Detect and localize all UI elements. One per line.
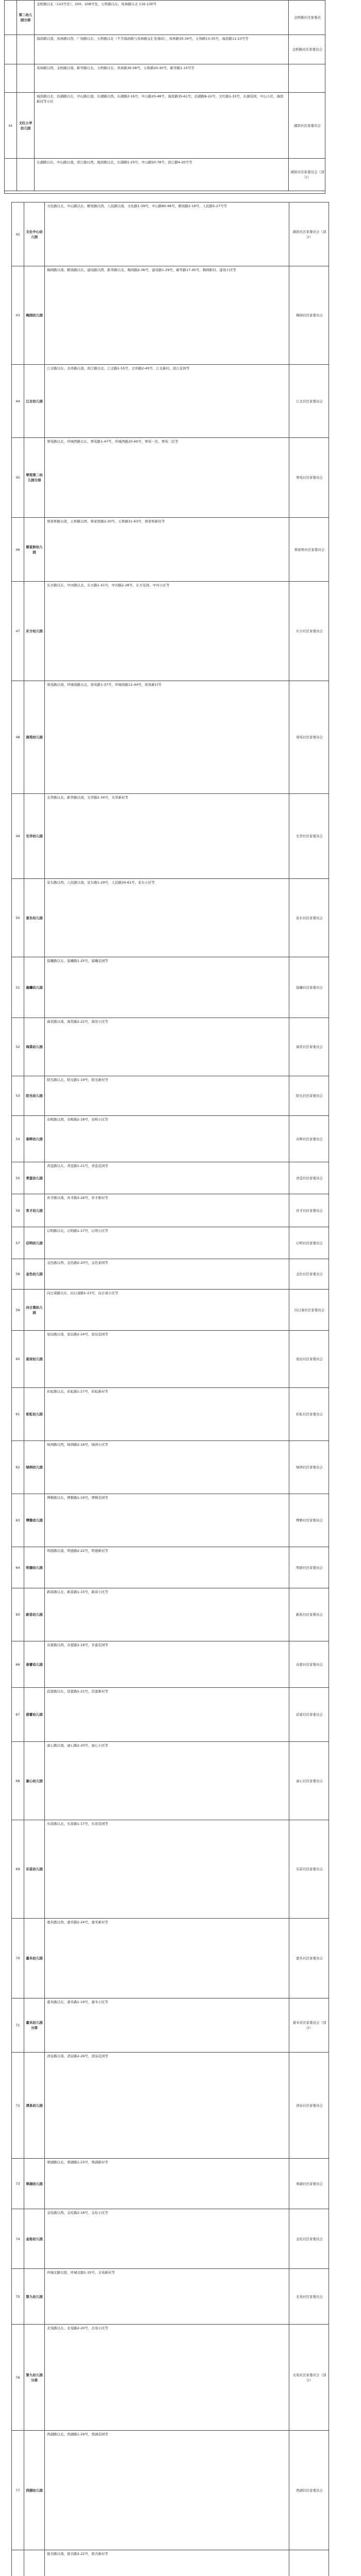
block2-row bbox=[12, 1588, 329, 1641]
service-area-text: 晨曦路以东，晨曦路1-25号，晨曦花园等 bbox=[45, 957, 289, 1018]
school-name: 文红小学幼儿园 bbox=[17, 93, 35, 158]
note-text bbox=[289, 64, 326, 92]
note-text: 乐苗社区家委员会 bbox=[296, 1867, 323, 1871]
note-text: 湖滨社区家委员会 bbox=[294, 123, 321, 128]
block1-row bbox=[5, 159, 325, 191]
service-area-text: 银杏路以南，银杏路2-22号，银杏新村等 bbox=[45, 2550, 289, 2576]
row-number: 45 bbox=[12, 438, 24, 517]
school-name: 向日葵幼儿园 bbox=[24, 1290, 45, 1330]
row-number: 71 bbox=[12, 1998, 24, 2052]
row-number: 47 bbox=[12, 582, 24, 681]
row-number: 66 bbox=[12, 1641, 24, 1687]
block2-row bbox=[12, 2159, 329, 2209]
block2-row bbox=[12, 518, 329, 582]
service-area-text: 南苑路以南，环城南路以北，南苑路1-37号，环城南路12-44号，南苑新村等 bbox=[45, 681, 289, 793]
block2-row bbox=[12, 365, 329, 438]
row-number: 57 bbox=[12, 1227, 24, 1259]
school-name bbox=[17, 64, 35, 92]
block2-row bbox=[12, 879, 329, 957]
note-text: 博雅社区家委员会 bbox=[296, 1518, 323, 1522]
row-number: 48 bbox=[12, 681, 24, 793]
school-name: 江北幼儿园 bbox=[24, 365, 45, 437]
note-text: 育才社区家委员会 bbox=[296, 1208, 323, 1213]
row-number: 59 bbox=[12, 1290, 24, 1330]
note-text: 北苑社区家委员会 bbox=[296, 2294, 323, 2299]
block2-row bbox=[12, 681, 329, 794]
row-number: 65 bbox=[12, 1588, 24, 1641]
block2-row bbox=[12, 1998, 329, 2053]
row-number: 61 bbox=[12, 1388, 24, 1440]
block2-row bbox=[12, 1331, 329, 1388]
row-number bbox=[5, 1, 17, 35]
school-name: 东方幼儿园 bbox=[24, 582, 45, 681]
service-area-text: 翠湖路以北，翠湖路1-23号，翠湖新村等 bbox=[45, 2159, 289, 2209]
service-area-text: 海棠路以南，海棠路2-22号，海棠小区等 bbox=[45, 1018, 289, 1076]
note-text: 清泉社区家委员会 bbox=[296, 2103, 323, 2108]
row-number: 69 bbox=[12, 1820, 24, 1918]
service-area-text: 青蓝路以东，青蓝路1-21号，青蓝花园等 bbox=[45, 1162, 289, 1194]
block2-row bbox=[12, 1919, 329, 1998]
block2-row bbox=[12, 2053, 329, 2159]
service-area-text: 绿洲路以西，绿洲路2-16号，绿洲小区等 bbox=[45, 1441, 289, 1494]
school-name: 景东幼儿园 bbox=[24, 879, 45, 957]
service-area-text: 蓓蕾路以东，蓓蕾路1-21号，蓓蕾新村等 bbox=[45, 1688, 289, 1741]
service-area-text: 江北路以东，北环路以南，滨江路以北，江北路1-55号，北环路2-40号，江北新村、滨江花园等 bbox=[45, 365, 289, 437]
block2-row bbox=[12, 1441, 329, 1494]
block2-row bbox=[12, 1688, 329, 1742]
row-number: 41 bbox=[5, 93, 17, 158]
block2-row bbox=[12, 1290, 329, 1331]
service-area-text: 童心路以南，童心路2-20号，童心小区等 bbox=[45, 1742, 289, 1820]
row-number: 42 bbox=[12, 202, 24, 266]
school-name: 翠苑第二幼儿园分部 bbox=[24, 438, 45, 517]
service-area-text: 环城北路以南，环城北路1-35号，北苑新村等 bbox=[45, 2269, 289, 2324]
note-text: 蓓蕾社区家委员会 bbox=[296, 1713, 323, 1717]
block2-row bbox=[12, 2209, 329, 2269]
row-number: 55 bbox=[12, 1162, 24, 1194]
block2-row bbox=[12, 2325, 329, 2431]
school-name: 乐苗幼儿园 bbox=[24, 1820, 45, 1918]
block2-row bbox=[12, 1388, 329, 1441]
school-name: 金色幼儿园 bbox=[24, 1259, 45, 1289]
note-text: 启明社区家委员会 bbox=[296, 1241, 323, 1245]
service-area-text: 蔡家桥路以南，五桥路以西，蔡家桥路2-30号，五桥路31-63号，蔡家桥新村等 bbox=[45, 518, 289, 581]
row-number: 62 bbox=[12, 1441, 24, 1494]
note-text: 绿洲社区家委员会 bbox=[296, 1465, 323, 1469]
school-name: 西湖幼儿园 bbox=[24, 2431, 45, 2550]
row-number: 56 bbox=[12, 1194, 24, 1227]
block2-row bbox=[12, 266, 329, 365]
block2-row bbox=[12, 1820, 329, 1919]
service-area-text: 明德路以南，明德路2-22号，明德新村等 bbox=[45, 1547, 289, 1588]
service-area-text: 育才路以南，育才路2-26号，育才新村等 bbox=[45, 1194, 289, 1227]
school-name: 博雅幼儿园 bbox=[24, 1494, 45, 1547]
service-area-text: 嘉禾路以东，嘉禾路1-19号，嘉禾小区等 bbox=[45, 1998, 289, 2052]
block2-row bbox=[12, 1259, 329, 1290]
block2-row bbox=[12, 1194, 329, 1227]
row-number: 63 bbox=[12, 1494, 24, 1547]
service-area-text: 北苑路以东，北苑路2-20号，北苑小区等 bbox=[45, 2325, 289, 2430]
school-name: 星辰幼儿园 bbox=[24, 1331, 45, 1387]
block2-row bbox=[12, 1641, 329, 1688]
row-number bbox=[5, 159, 17, 191]
note-text: 春晖社区家委员会 bbox=[296, 1137, 323, 1141]
service-area-text: 春晖路以西，春晖路2-18号，春晖小区等 bbox=[45, 1116, 289, 1162]
service-area-text: 启明路以北，启明路1-17号，启明小区等 bbox=[45, 1227, 289, 1259]
school-name: 第九幼儿园分部 bbox=[24, 2325, 45, 2430]
note-text: 江北社区家委员会 bbox=[296, 399, 323, 403]
service-area-text: 阳光路以北，阳光路1-19号，阳光新村等 bbox=[45, 1076, 289, 1115]
row-number: 77 bbox=[12, 2431, 24, 2550]
service-area-text: 金桂路以西，金桂路2-18号，金桂小区等 bbox=[45, 2209, 289, 2268]
school-name: 文化中心幼儿园 bbox=[24, 202, 45, 266]
note-text: 阳光社区家委员会 bbox=[296, 1094, 323, 1098]
note-text: 金桂社区家委员会 bbox=[296, 2236, 323, 2241]
block2-row bbox=[12, 1547, 329, 1588]
school-name: 阳光幼儿园 bbox=[24, 1076, 45, 1115]
service-area-text: 向日葵路以东，向日葵路1-23号，向日葵小区等 bbox=[45, 1290, 289, 1330]
school-name: 光华幼儿园 bbox=[24, 794, 45, 878]
note-text: 青蓝社区家委员会 bbox=[296, 1176, 323, 1180]
school-name: 彩虹幼儿园 bbox=[24, 1388, 45, 1440]
row-number bbox=[5, 64, 17, 92]
note-text: 彩虹社区家委员会 bbox=[296, 1412, 323, 1416]
service-area-text: 海滨路以北，沿湖路以东，中山路以南，东湖路以西，东湖路2-16号，中山路20-48号，海滨路35-61号，沿湖路8-22号，文红路1-33号，东湖花园、中山小区、海滨新村等小区 bbox=[35, 93, 289, 158]
note-text: 东方社区家委员会 bbox=[296, 629, 323, 633]
row-number: 50 bbox=[12, 879, 24, 957]
block1-row bbox=[5, 93, 325, 159]
school-name: 明德幼儿园 bbox=[24, 1547, 45, 1588]
block2-row bbox=[12, 957, 329, 1018]
service-area-text: 春蕾路以西，春蕾路2-18号，春蕾花园等 bbox=[45, 1641, 289, 1687]
row-number: 73 bbox=[12, 2159, 24, 2209]
school-name: 绿洲幼儿园 bbox=[24, 1441, 45, 1494]
note-text: 翠湖社区家委员会 bbox=[296, 2181, 323, 2186]
school-name: 嘉禾幼儿园分部 bbox=[24, 1998, 45, 2052]
note-text: 嘉禾社区家委员会 bbox=[296, 1956, 323, 1960]
note-text: 景东社区家委员会 bbox=[296, 916, 323, 920]
row-number: 43 bbox=[12, 266, 24, 364]
service-area-text: 光华路以北，新华路以南，光华路2-34号，光华新村等 bbox=[45, 794, 289, 878]
school-name: 蔡家桥幼儿园 bbox=[24, 518, 45, 581]
block2-row bbox=[12, 1162, 329, 1194]
school-name: 童心幼儿园 bbox=[24, 1742, 45, 1820]
note-text: 嘉禾社区家委员会（部分） bbox=[292, 2021, 326, 2030]
service-area-text: 梅园路以南、解放路以东、建设路以西、新华路以北，梅园路2-36号，建设路1-29号，新华路17-45号，梅园新村、建设小区等 bbox=[45, 266, 289, 364]
block2-row bbox=[12, 2431, 329, 2550]
row-number: 46 bbox=[12, 518, 24, 581]
note-text: 新苗社区家委员会 bbox=[296, 1613, 323, 1617]
school-name: 蓓蕾幼儿园 bbox=[24, 1688, 45, 1741]
service-area-text: 凤林路以西，金桥路以南，新华路以北，五桥路以东，凤林路36-58号，五桥路20-30号，新华路1-15号等 bbox=[35, 64, 289, 92]
service-area-text: 清泉路以南，清泉路2-26号，清泉花园等 bbox=[45, 2053, 289, 2158]
enrollment-table-part1 bbox=[4, 0, 325, 194]
block1-row bbox=[5, 64, 325, 93]
note-text: 童心社区家委员会 bbox=[296, 1778, 323, 1783]
block2-row bbox=[12, 582, 329, 681]
service-area-text: 彩虹路以北，彩虹路1-27号，彩虹新村等 bbox=[45, 1388, 289, 1440]
school-name: 清泉幼儿园 bbox=[24, 2053, 45, 2158]
row-number: 51 bbox=[12, 957, 24, 1018]
note-text: 星辰社区家委员会 bbox=[296, 1357, 323, 1361]
service-area-text: 东方路以东，中河路以北，东方路1-41号，中河路2-28号，东方花园、中河小区等 bbox=[45, 582, 289, 681]
row-number: 67 bbox=[12, 1688, 24, 1741]
school-name: 晨曦幼儿园 bbox=[24, 957, 45, 1018]
school-name: 南苑幼儿园 bbox=[24, 681, 45, 793]
block2-row bbox=[12, 438, 329, 518]
school-name: 春晖幼儿园 bbox=[24, 1116, 45, 1162]
school-name bbox=[17, 35, 35, 64]
note-text: 翠苑社区家委员会 bbox=[296, 476, 323, 480]
note-text: 向日葵社区家委员会 bbox=[294, 1308, 325, 1312]
note-text: 明德社区家委员会 bbox=[296, 1565, 323, 1570]
service-area-text: 文化路以北、中山路以东、解放路以西、人民路以南，文化路1-39号，中山路80-96号，解放路2-18号，人民路5-27号等 bbox=[45, 202, 289, 266]
row-number: 52 bbox=[12, 1018, 24, 1076]
school-name bbox=[24, 2550, 45, 2576]
row-number: 64 bbox=[12, 1547, 24, 1588]
block2-row bbox=[12, 202, 329, 266]
service-area-text: 西湖路以北，西湖路1-29号，西湖花园等 bbox=[45, 2431, 289, 2550]
service-area-text: 乐苗路以北，乐苗路1-17号，乐苗花园等 bbox=[45, 1820, 289, 1918]
block2-row bbox=[12, 1494, 329, 1547]
row-number: 58 bbox=[12, 1259, 24, 1289]
service-area-text: 翠苑路以北，环城西路以东，翠苑路1-47号，环城西路20-60号，翠苑一区、翠苑二区等 bbox=[45, 438, 289, 517]
note-text bbox=[289, 2550, 330, 2576]
school-name: 青蓝幼儿园 bbox=[24, 1162, 45, 1194]
note-text: 春蕾社区家委员会 bbox=[296, 1662, 323, 1667]
service-area-text: 金桥路以北（123号至），200、208号至，五桥路以东、凤林路以北 116-130号 bbox=[35, 1, 289, 35]
school-name: 新苗幼儿园 bbox=[24, 1588, 45, 1641]
service-area-text: 博雅路以东，博雅路1-19号，博雅花园等 bbox=[45, 1494, 289, 1547]
row-number: 68 bbox=[12, 1742, 24, 1820]
row-number: 75 bbox=[12, 2269, 24, 2324]
block2-row bbox=[12, 794, 329, 879]
school-name: 翠湖幼儿园 bbox=[24, 2159, 45, 2209]
row-number bbox=[5, 35, 17, 64]
enrollment-table-part2 bbox=[11, 202, 329, 2576]
school-name bbox=[17, 159, 35, 191]
note-text: 湖滨社区家委员会（部分） bbox=[290, 170, 324, 179]
note-text: 西湖社区家委员会 bbox=[296, 2488, 323, 2493]
block2-row bbox=[12, 1742, 329, 1820]
row-number: 76 bbox=[12, 2325, 24, 2430]
service-area-text: 新苗路以北，新苗路1-15号，新苗小区等 bbox=[45, 1588, 289, 1641]
row-number: 72 bbox=[12, 2053, 24, 2158]
block1-row bbox=[5, 35, 325, 64]
block1-row bbox=[5, 1, 325, 35]
row-number: 54 bbox=[12, 1116, 24, 1162]
note-text: 金色社区家委员会 bbox=[296, 1272, 323, 1276]
service-area-text: 东湖路以东，中山路以南，滨江路以西，海滨路以北，东湖路1-25号，中山路50-78号，滨江路4-20号等 bbox=[35, 159, 289, 191]
row-number: 53 bbox=[12, 1076, 24, 1115]
note-text: 北苑社区家委员会（部分） bbox=[292, 2372, 326, 2382]
school-name: 海棠幼儿园 bbox=[24, 1018, 45, 1076]
service-area-text: 金色路以西，金色路2-20号，金色家园等 bbox=[45, 1259, 289, 1289]
block2-row bbox=[12, 1076, 329, 1116]
row-number: 49 bbox=[12, 794, 24, 878]
school-name: 梅园幼儿园 bbox=[24, 266, 45, 364]
row-number: 70 bbox=[12, 1919, 24, 1998]
block2-row bbox=[12, 2269, 329, 2325]
service-area-text: 景东路以西，人民路以南，景东路1-29号，人民路29-61号，景东小区等 bbox=[45, 879, 289, 957]
block2-row bbox=[12, 1116, 329, 1162]
block2-row bbox=[12, 1018, 329, 1076]
block2-row bbox=[12, 2550, 329, 2576]
service-area-text: 海滨路以南，凤林路以西，广场路以东，五桥路以北（不含海滨路与凤林路交汇处地块），凤林路30-34号，五林路13-35号，海滨路11-23号等 bbox=[35, 35, 289, 64]
school-name: 启明幼儿园 bbox=[24, 1227, 45, 1259]
note-text: 晨曦社区家委员会 bbox=[296, 985, 323, 990]
row-number: 44 bbox=[12, 365, 24, 437]
service-area-text: 星辰路以南，星辰路2-24号，星辰花园等 bbox=[45, 1331, 289, 1387]
note-text: 金桥路社区家委员 bbox=[294, 15, 321, 20]
block2-row bbox=[12, 1227, 329, 1259]
note-text: 湖滨社区家委员会（部分） bbox=[292, 229, 326, 239]
note-text: 蔡家桥社区家委员会 bbox=[294, 547, 325, 552]
note-text: 梅园社区家委员会 bbox=[296, 313, 323, 317]
row-number: 60 bbox=[12, 1331, 24, 1387]
note-text: 南苑社区家委员会 bbox=[296, 735, 323, 739]
school-name: 第二幼儿园分部 bbox=[17, 1, 35, 35]
note-text: 金桥路社区家委员会 bbox=[292, 47, 323, 52]
school-name: 第九幼儿园 bbox=[24, 2269, 45, 2324]
service-area-text: 嘉禾路以西，嘉禾路2-24号，嘉禾新村等 bbox=[45, 1919, 289, 1998]
school-name: 金桂幼儿园 bbox=[24, 2209, 45, 2268]
school-name: 育才幼儿园 bbox=[24, 1194, 45, 1227]
row-number bbox=[12, 2550, 24, 2576]
row-number: 74 bbox=[12, 2209, 24, 2268]
note-text: 光华社区家委员会 bbox=[296, 834, 323, 838]
note-text: 海棠社区家委员会 bbox=[296, 1045, 323, 1049]
school-name: 春蕾幼儿园 bbox=[24, 1641, 45, 1687]
school-name: 嘉禾幼儿园 bbox=[24, 1919, 45, 1998]
